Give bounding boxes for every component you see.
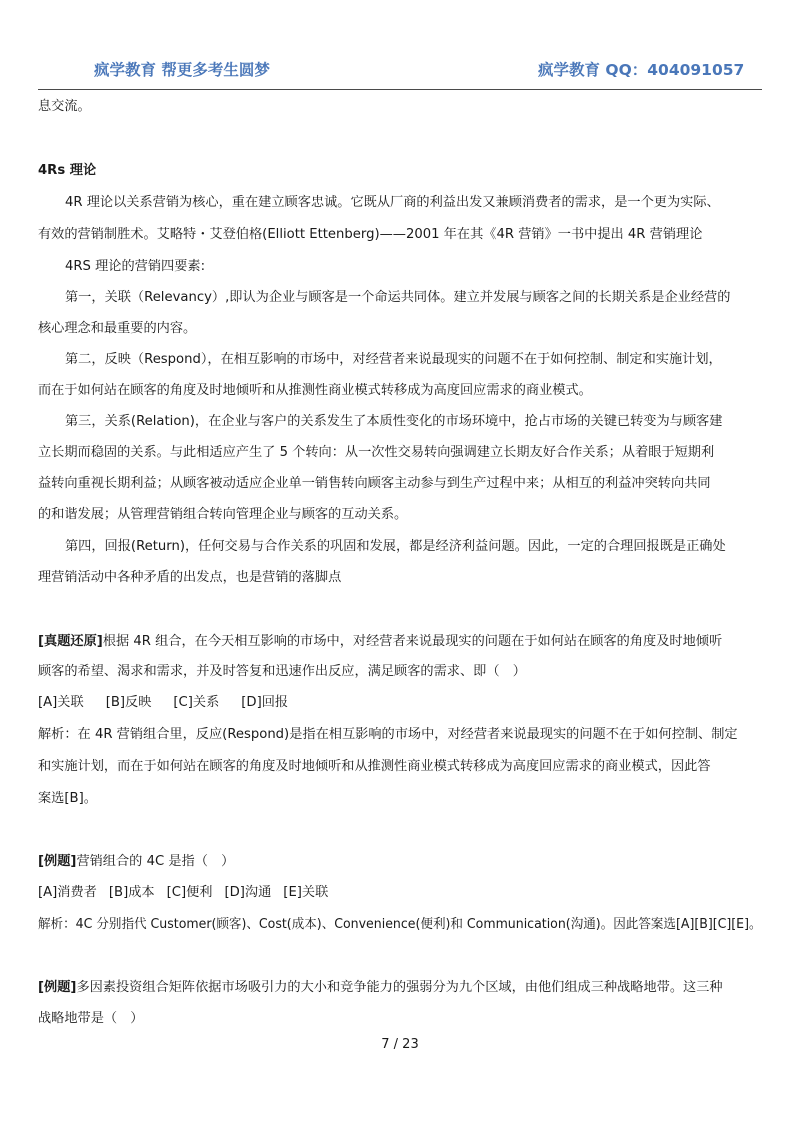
body-line: 益转向重视长期利益；从顾客被动适应企业单一销售转向顾客主动参与到生产过程中来；从相互的利益冲突转向共同 <box>38 476 711 491</box>
section-heading: 4Rs 理论 <box>38 163 97 178</box>
question-tag: [例题] <box>38 854 77 869</box>
question-options <box>38 693 310 713</box>
question-options <box>38 883 340 903</box>
option: [C]关系 <box>173 695 220 710</box>
option: [A]关联 <box>38 695 84 710</box>
explanation: 解析：在 4R 营销组合里，反应(Respond)是指在相互影响的市场中，对经营者来说最现实的问题不在于如何控制、制定 <box>38 727 738 742</box>
body-line: 核心理念和最重要的内容。 <box>38 321 197 336</box>
explanation: 和实施计划，而在于如何站在顾客的角度及时地倾听和从推测性商业模式转移成为高度回应需求的商业模式，因此答 <box>38 759 711 774</box>
question-stem <box>38 978 723 998</box>
body-line: 第三，关系(Relation)，在企业与客户的关系发生了本质性变化的市场环境中，抢占市场的关键已转变为与顾客建 <box>65 414 723 429</box>
question-text: 多因素投资组合矩阵依据市场吸引力的大小和竞争能力的强弱分为九个区域，由他们组成三种战略地带。这三种 <box>76 980 723 995</box>
option: [C]便利 <box>166 885 213 900</box>
question-tag: [例题] <box>38 980 77 995</box>
body-line: 而在于如何站在顾客的角度及时地倾听和从推测性商业模式转移成为高度回应需求的商业模式。 <box>38 383 592 398</box>
body-line: 4RS 理论的营销四要素: <box>65 259 206 274</box>
option: [E]关联 <box>283 885 329 900</box>
question-stem <box>38 852 234 872</box>
option: [D]沟通 <box>224 885 272 900</box>
explanation: 案选[B]。 <box>38 791 97 806</box>
question-text: 营销组合的 4C 是指（ ） <box>76 854 235 869</box>
body-line: 第二，反映（Respond），在相互影响的市场中，对经营者来说最现实的问题不在于如何控制、制定和实施计划， <box>65 352 722 367</box>
question-text: 根据 4R 组合，在今天相互影响的市场中，对经营者来说最现实的问题在于如何站在顾客的角度及时地倾听 <box>102 634 723 649</box>
body-line: 理营销活动中各种矛盾的出发点，也是营销的落脚点 <box>38 570 342 585</box>
body-line: 4R 理论以关系营销为核心，重在建立顾客忠诚。它既从厂商的利益出发又兼顾消费者的需求，是一个更为实际、 <box>65 195 720 210</box>
option: [B]反映 <box>105 695 152 710</box>
option: [B]成本 <box>108 885 155 900</box>
header-slogan: 疯学教育 帮更多考生圆梦 <box>94 61 270 79</box>
question-stem: 战略地带是（ ） <box>38 1011 144 1026</box>
question-stem: 顾客的希望、渴求和需求，并及时答复和迅速作出反应，满足顾客的需求、即（ ） <box>38 664 526 679</box>
header-contact: 疯学教育 QQ：404091057 <box>538 61 745 79</box>
body-line: 第四，回报(Return)，任何交易与合作关系的巩固和发展，都是经济利益问题。因此，一定的合理回报既是正确处 <box>65 539 726 554</box>
option: [A]消费者 <box>38 885 97 900</box>
page-header <box>38 54 762 88</box>
question-tag: [真题还原] <box>38 634 103 649</box>
question-stem <box>38 632 722 652</box>
header-divider <box>38 89 762 90</box>
explanation: 解析：4C 分别指代 Customer(顾客)、Cost(成本)、Convenience(便利)和 Communication(沟通)。因此答案选[A][B][C][E]。 <box>38 917 762 932</box>
body-line: 第一，关联（Relevancy）,即认为企业与顾客是一个命运共同体。建立并发展与顾客之间的长期关系是企业经营的 <box>65 290 731 305</box>
option: [D]回报 <box>241 695 289 710</box>
body-line: 的和谐发展；从管理营销组合转向管理企业与顾客的互动关系。 <box>38 507 408 522</box>
body-line: 有效的营销制胜术。艾略特・艾登伯格(Elliott Ettenberg)——2001 年在其《4R 营销》一书中提出 4R 营销理论 <box>38 227 703 242</box>
page-number: 7 / 23 <box>381 1037 419 1052</box>
body-line: 息交流。 <box>38 99 91 114</box>
body-line: 立长期而稳固的关系。与此相适应产生了 5 个转向：从一次性交易转向强调建立长期友好合作关系；从着眼于短期利 <box>38 445 715 460</box>
